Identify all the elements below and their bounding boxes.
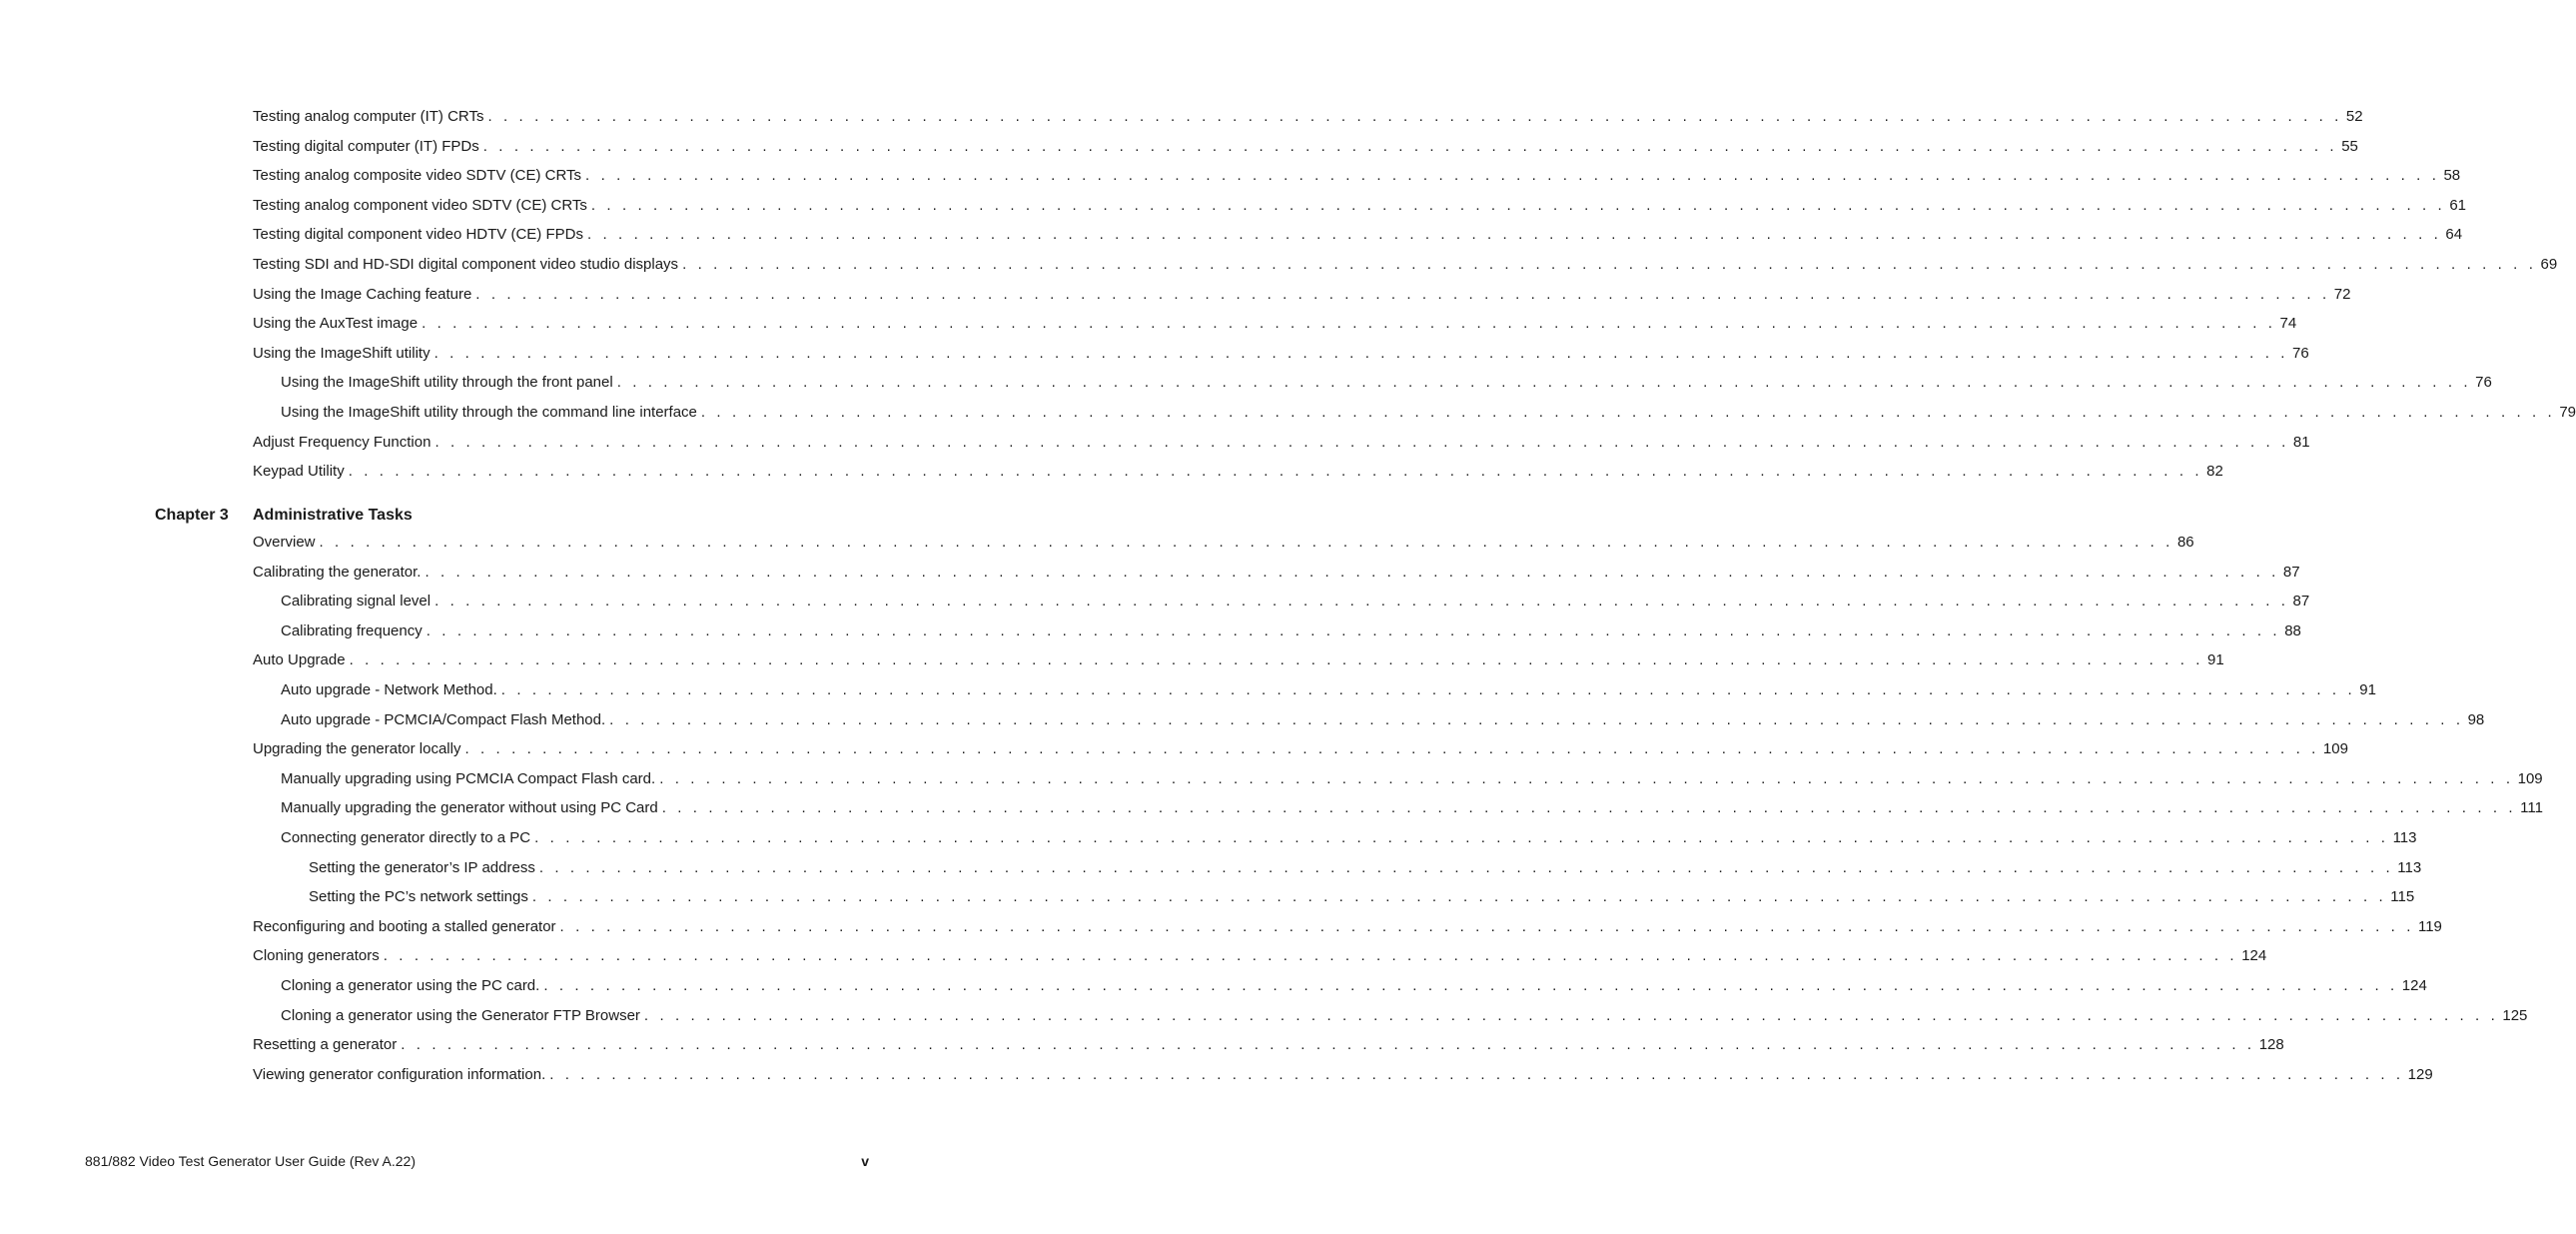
toc-entry-title: Using the Image Caching feature <box>253 285 472 303</box>
footer-page-number: v <box>861 1153 869 1169</box>
toc-entry-title: Manually upgrading using PCMCIA Compact Flash card. <box>281 769 656 787</box>
toc-entry-title: Calibrating frequency <box>281 621 423 639</box>
toc-entry-title: Testing digital computer (IT) FPDs <box>253 137 479 155</box>
toc-entry-page: 125 <box>2502 1006 2528 1024</box>
toc-entry[interactable] <box>253 461 2223 483</box>
toc-entry[interactable] <box>281 1005 2528 1027</box>
toc-entry[interactable] <box>253 562 2300 584</box>
toc-leader-dots: . . . . . . . . . . . . . . . . . . . . . . . . . . . . . . . . . . . . . . . . . . . . . . . . . . . . . . . . . . . . . . . . . . . . . . . . . . . . . . . . . . . . . . . . . . . . . . . . . . . . . . . . . . . . . . . . . . . . . . . . <box>487 108 2342 125</box>
toc-entry[interactable] <box>281 372 2492 394</box>
toc-leader-dots: . . . . . . . . . . . . . . . . . . . . . . . . . . . . . . . . . . . . . . . . . . . . . . . . . . . . . . . . . . . . . . . . . . . . . . . . . . . . . . . . . . . . . . . . . . . . . . . . . . . . . . . . . . . . . . . . . . . . . . . . <box>616 374 2472 392</box>
toc-entry-title: Auto upgrade - Network Method. <box>281 681 497 698</box>
toc-entry-page: 74 <box>2279 315 2297 333</box>
toc-entry[interactable] <box>281 975 2427 997</box>
chapter-title: Administrative Tasks <box>253 507 413 524</box>
toc-entry-page: 55 <box>2341 137 2358 155</box>
toc-entry-title: Setting the generator’s IP address <box>309 858 535 876</box>
toc-leader-dots: . . . . . . . . . . . . . . . . . . . . . . . . . . . . . . . . . . . . . . . . . . . . . . . . . . . . . . . . . . . . . . . . . . . . . . . . . . . . . . . . . . . . . . . . . . . . . . . . . . . . . . . . . . . . . . . . . . . . . . . . <box>464 740 2319 758</box>
toc-leader-dots: . . . . . . . . . . . . . . . . . . . . . . . . . . . . . . . . . . . . . . . . . . . . . . . . . . . . . . . . . . . . . . . . . . . . . . . . . . . . . . . . . . . . . . . . . . . . . . . . . . . . . . . . . . . . . . . . . . . . . . . . <box>585 167 2440 185</box>
toc-entry-title: Testing analog component video SDTV (CE) CRTs <box>253 196 587 214</box>
toc-entry[interactable] <box>253 343 2309 365</box>
toc-entry-title: Resetting a generator <box>253 1036 398 1054</box>
toc-entry[interactable] <box>281 402 2576 424</box>
toc-entry[interactable] <box>253 254 2558 276</box>
toc-entry-title: Keypad Utility <box>253 463 345 481</box>
toc-entry[interactable] <box>253 649 2224 671</box>
toc-entry-page: 79 <box>2559 404 2576 421</box>
toc-leader-dots: . . . . . . . . . . . . . . . . . . . . . . . . . . . . . . . . . . . . . . . . . . . . . . . . . . . . . . . . . . . . . . . . . . . . . . . . . . . . . . . . . . . . . . . . . . . . . . . . . . . . . . . . . . . . . . . . . . . . . . . . <box>500 681 2356 698</box>
toc-entry-page: 111 <box>2520 799 2543 817</box>
toc-entry[interactable] <box>281 591 2310 613</box>
toc-entry-title: Using the ImageShift utility through the front panel <box>281 374 613 392</box>
toc-entry-title: Auto upgrade - PCMCIA/Compact Flash Method. <box>281 710 606 728</box>
toc-leader-dots: . . . . . . . . . . . . . . . . . . . . . . . . . . . . . . . . . . . . . . . . . . . . . . . . . . . . . . . . . . . . . . . . . . . . . . . . . . . . . . . . . . . . . . . . . . . . . . . . . . . . . . . . . . . . . . . . . . . . . . . . <box>549 1065 2404 1083</box>
toc-leader-dots: . . . . . . . . . . . . . . . . . . . . . . . . . . . . . . . . . . . . . . . . . . . . . . . . . . . . . . . . . . . . . . . . . . . . . . . . . . . . . . . . . . . . . . . . . . . . . . . . . . . . . . . . . . . . . . . . . . . . . . . . <box>434 433 2289 451</box>
toc-entry[interactable] <box>253 1064 2433 1086</box>
toc-entry-page: 124 <box>2401 977 2427 994</box>
toc-entry[interactable] <box>253 1034 2284 1056</box>
toc-entry[interactable] <box>309 886 2415 908</box>
toc-entry-title: Testing analog computer (IT) CRTs <box>253 108 484 125</box>
toc-entry[interactable] <box>281 797 2543 819</box>
toc-entry-title: Adjust Frequency Function <box>253 433 431 451</box>
toc-entry-title: Using the AuxTest image <box>253 315 419 333</box>
toc-entry-title: Viewing generator configuration information. <box>253 1065 546 1083</box>
toc-entry-title: Using the ImageShift utility <box>253 344 430 362</box>
toc-leader-dots: . . . . . . . . . . . . . . . . . . . . . . . . . . . . . . . . . . . . . . . . . . . . . . . . . . . . . . . . . . . . . . . . . . . . . . . . . . . . . . . . . . . . . . . . . . . . . . . . . . . . . . . . . . . . . . . . . . . . . . . . <box>659 769 2514 787</box>
toc-entry-page: 69 <box>2540 256 2558 273</box>
toc-entry-title: Manually upgrading the generator without using PC Card <box>281 799 658 817</box>
toc-entry-page: 82 <box>2206 463 2223 481</box>
toc-leader-dots: . . . . . . . . . . . . . . . . . . . . . . . . . . . . . . . . . . . . . . . . . . . . . . . . . . . . . . . . . . . . . . . . . . . . . . . . . . . . . . . . . . . . . . . . . . . . . . . . . . . . . . . . . . . . . . . . . . . . . . . . <box>534 829 2389 846</box>
toc-leader-dots: . . . . . . . . . . . . . . . . . . . . . . . . . . . . . . . . . . . . . . . . . . . . . . . . . . . . . . . . . . . . . . . . . . . . . . . . . . . . . . . . . . . . . . . . . . . . . . . . . . . . . . . . . . . . . . . . . . . . . . . . <box>482 137 2338 155</box>
toc-leader-dots: . . . . . . . . . . . . . . . . . . . . . . . . . . . . . . . . . . . . . . . . . . . . . . . . . . . . . . . . . . . . . . . . . . . . . . . . . . . . . . . . . . . . . . . . . . . . . . . . . . . . . . . . . . . . . . . . . . . . . . . . <box>422 315 2276 333</box>
toc-entry[interactable] <box>281 679 2376 701</box>
toc-leader-dots: . . . . . . . . . . . . . . . . . . . . . . . . . . . . . . . . . . . . . . . . . . . . . . . . . . . . . . . . . . . . . . . . . . . . . . . . . . . . . . . . . . . . . . . . . . . . . . . . . . . . . . . . . . . . . . . . . . . . . . . . <box>348 463 2203 481</box>
toc-entry-title: Cloning a generator using the Generator FTP Browser <box>281 1006 640 1024</box>
toc-leader-dots: . . . . . . . . . . . . . . . . . . . . . . . . . . . . . . . . . . . . . . . . . . . . . . . . . . . . . . . . . . . . . . . . . . . . . . . . . . . . . . . . . . . . . . . . . . . . . . . . . . . . . . . . . . . . . . . . . . . . . . . . <box>349 651 2204 669</box>
toc-entry[interactable] <box>281 768 2543 790</box>
toc-entry-title: Reconfiguring and booting a stalled generator <box>253 917 556 935</box>
toc-entry-title: Calibrating signal level <box>281 593 431 611</box>
chapter-label: Chapter 3 <box>155 507 229 524</box>
toc-entry-title: Testing analog composite video SDTV (CE) CRTs <box>253 167 582 185</box>
toc-entry-page: 76 <box>2475 374 2492 392</box>
toc-entry-page: 109 <box>2322 740 2348 758</box>
toc-entry[interactable] <box>253 224 2463 246</box>
toc-entry[interactable] <box>281 709 2485 731</box>
toc-leader-dots: . . . . . . . . . . . . . . . . . . . . . . . . . . . . . . . . . . . . . . . . . . . . . . . . . . . . . . . . . . . . . . . . . . . . . . . . . . . . . . . . . . . . . . . . . . . . . . . . . . . . . . . . . . . . . . . . . . . . . . . . <box>643 1006 2499 1024</box>
toc-entry-title: Connecting generator directly to a PC <box>281 829 531 846</box>
toc-entry[interactable] <box>253 313 2297 335</box>
toc-entry-page: 119 <box>2417 917 2442 935</box>
toc-leader-dots: . . . . . . . . . . . . . . . . . . . . . . . . . . . . . . . . . . . . . . . . . . . . . . . . . . . . . . . . . . . . . . . . . . . . . . . . . . . . . . . . . . . . . . . . . . . . . . . . . . . . . . . . . . . . . . . . . . . . . . . . <box>538 858 2394 876</box>
toc-entry[interactable] <box>253 106 2363 128</box>
toc-leader-dots: . . . . . . . . . . . . . . . . . . . . . . . . . . . . . . . . . . . . . . . . . . . . . . . . . . . . . . . . . . . . . . . . . . . . . . . . . . . . . . . . . . . . . . . . . . . . . . . . . . . . . . . . . . . . . . . . . . . . . . . . <box>590 196 2446 214</box>
toc-entry[interactable] <box>253 532 2194 554</box>
toc-entry[interactable] <box>253 165 2461 187</box>
toc-entry-title: Using the ImageShift utility through the command line interface <box>281 404 697 421</box>
toc-leader-dots: . . . . . . . . . . . . . . . . . . . . . . . . . . . . . . . . . . . . . . . . . . . . . . . . . . . . . . . . . . . . . . . . . . . . . . . . . . . . . . . . . . . . . . . . . . . . . . . . . . . . . . . . . . . . . . . . . . . . . . . . <box>433 344 2289 362</box>
toc-entry-title: Testing SDI and HD-SDI digital component video studio displays <box>253 256 679 273</box>
toc-entry-page: 87 <box>2282 563 2300 581</box>
toc-leader-dots: . . . . . . . . . . . . . . . . . . . . . . . . . . . . . . . . . . . . . . . . . . . . . . . . . . . . . . . . . . . . . . . . . . . . . . . . . . . . . . . . . . . . . . . . . . . . . . . . . . . . . . . . . . . . . . . . . . . . . . . . <box>661 799 2517 817</box>
toc-entry-page: 115 <box>2390 888 2415 906</box>
toc-entry[interactable] <box>253 284 2351 306</box>
toc-leader-dots: . . . . . . . . . . . . . . . . . . . . . . . . . . . . . . . . . . . . . . . . . . . . . . . . . . . . . . . . . . . . . . . . . . . . . . . . . . . . . . . . . . . . . . . . . . . . . . . . . . . . . . . . . . . . . . . . . . . . . . . . <box>700 404 2556 421</box>
toc-entry[interactable] <box>281 827 2417 849</box>
toc-entry-title: Cloning generators <box>253 947 380 965</box>
toc-entry-title: Overview <box>253 534 316 551</box>
toc-entry-page: 91 <box>2359 681 2376 698</box>
toc-entry-page: 81 <box>2292 433 2310 451</box>
toc-entry[interactable] <box>253 916 2442 938</box>
toc-leader-dots: . . . . . . . . . . . . . . . . . . . . . . . . . . . . . . . . . . . . . . . . . . . . . . . . . . . . . . . . . . . . . . . . . . . . . . . . . . . . . . . . . . . . . . . . . . . . . . . . . . . . . . . . . . . . . . . . . . . . . . . . <box>401 1036 2255 1054</box>
toc-leader-dots: . . . . . . . . . . . . . . . . . . . . . . . . . . . . . . . . . . . . . . . . . . . . . . . . . . . . . . . . . . . . . . . . . . . . . . . . . . . . . . . . . . . . . . . . . . . . . . . . . . . . . . . . . . . . . . . . . . . . . . . . <box>586 226 2442 244</box>
toc-entry-page: 129 <box>2407 1065 2433 1083</box>
toc-entry-page: 128 <box>2258 1036 2284 1054</box>
toc-entry[interactable] <box>253 738 2348 760</box>
toc-leader-dots: . . . . . . . . . . . . . . . . . . . . . . . . . . . . . . . . . . . . . . . . . . . . . . . . . . . . . . . . . . . . . . . . . . . . . . . . . . . . . . . . . . . . . . . . . . . . . . . . . . . . . . . . . . . . . . . . . . . . . . . . <box>531 888 2387 906</box>
toc-leader-dots: . . . . . . . . . . . . . . . . . . . . . . . . . . . . . . . . . . . . . . . . . . . . . . . . . . . . . . . . . . . . . . . . . . . . . . . . . . . . . . . . . . . . . . . . . . . . . . . . . . . . . . . . . . . . . . . . . . . . . . . . <box>319 534 2173 551</box>
toc-leader-dots: . . . . . . . . . . . . . . . . . . . . . . . . . . . . . . . . . . . . . . . . . . . . . . . . . . . . . . . . . . . . . . . . . . . . . . . . . . . . . . . . . . . . . . . . . . . . . . . . . . . . . . . . . . . . . . . . . . . . . . . . <box>426 621 2281 639</box>
toc-entry-title: Testing digital component video HDTV (CE) FPDs <box>253 226 583 244</box>
toc-entry[interactable] <box>253 945 2267 967</box>
toc-leader-dots: . . . . . . . . . . . . . . . . . . . . . . . . . . . . . . . . . . . . . . . . . . . . . . . . . . . . . . . . . . . . . . . . . . . . . . . . . . . . . . . . . . . . . . . . . . . . . . . . . . . . . . . . . . . . . . . . . . . . . . . . <box>383 947 2238 965</box>
toc-entry-page: 86 <box>2176 534 2194 551</box>
toc-entry-page: 124 <box>2241 947 2267 965</box>
toc-leader-dots: . . . . . . . . . . . . . . . . . . . . . . . . . . . . . . . . . . . . . . . . . . . . . . . . . . . . . . . . . . . . . . . . . . . . . . . . . . . . . . . . . . . . . . . . . . . . . . . . . . . . . . . . . . . . . . . . . . . . . . . . <box>543 977 2398 994</box>
toc-entry[interactable] <box>253 195 2467 217</box>
toc-entry-page: 87 <box>2292 593 2310 611</box>
toc-entry-page: 109 <box>2517 769 2543 787</box>
toc-entry-title: Upgrading the generator locally <box>253 740 461 758</box>
toc-entry-page: 76 <box>2292 344 2309 362</box>
toc-entry-page: 52 <box>2345 108 2363 125</box>
toc-entry-page: 113 <box>2397 858 2422 876</box>
toc-entry-page: 58 <box>2443 167 2461 185</box>
toc-entry-page: 61 <box>2449 196 2467 214</box>
toc-entry-title: Auto Upgrade <box>253 651 346 669</box>
toc-entry-page: 91 <box>2207 651 2224 669</box>
toc-leader-dots: . . . . . . . . . . . . . . . . . . . . . . . . . . . . . . . . . . . . . . . . . . . . . . . . . . . . . . . . . . . . . . . . . . . . . . . . . . . . . . . . . . . . . . . . . . . . . . . . . . . . . . . . . . . . . . . . . . . . . . . . <box>559 917 2414 935</box>
toc-entry-page: 88 <box>2284 621 2301 639</box>
toc-entry-page: 64 <box>2445 226 2463 244</box>
toc-entry-title: Cloning a generator using the PC card. <box>281 977 540 994</box>
toc-leader-dots: . . . . . . . . . . . . . . . . . . . . . . . . . . . . . . . . . . . . . . . . . . . . . . . . . . . . . . . . . . . . . . . . . . . . . . . . . . . . . . . . . . . . . . . . . . . . . . . . . . . . . . . . . . . . . . . . . . . . . . . . <box>609 710 2464 728</box>
toc-entry-page: 113 <box>2392 829 2417 846</box>
toc-entry-page: 98 <box>2467 710 2485 728</box>
toc-entry[interactable] <box>281 620 2301 642</box>
footer-document-title: 881/882 Video Test Generator User Guide (Rev A.22) <box>85 1153 417 1169</box>
toc-entry[interactable] <box>253 432 2310 454</box>
toc-leader-dots: . . . . . . . . . . . . . . . . . . . . . . . . . . . . . . . . . . . . . . . . . . . . . . . . . . . . . . . . . . . . . . . . . . . . . . . . . . . . . . . . . . . . . . . . . . . . . . . . . . . . . . . . . . . . . . . . . . . . . . . . <box>682 256 2537 273</box>
toc-entry-page: 72 <box>2333 285 2351 303</box>
toc-entry-title: Setting the PC’s network settings <box>309 888 528 906</box>
toc-leader-dots: . . . . . . . . . . . . . . . . . . . . . . . . . . . . . . . . . . . . . . . . . . . . . . . . . . . . . . . . . . . . . . . . . . . . . . . . . . . . . . . . . . . . . . . . . . . . . . . . . . . . . . . . . . . . . . . . . . . . . . . . <box>475 285 2330 303</box>
toc-entry[interactable] <box>309 857 2422 879</box>
toc-entry[interactable] <box>253 136 2358 158</box>
toc-entry-title: Calibrating the generator. <box>253 563 422 581</box>
toc-leader-dots: . . . . . . . . . . . . . . . . . . . . . . . . . . . . . . . . . . . . . . . . . . . . . . . . . . . . . . . . . . . . . . . . . . . . . . . . . . . . . . . . . . . . . . . . . . . . . . . . . . . . . . . . . . . . . . . . . . . . . . . . <box>425 563 2279 581</box>
toc-leader-dots: . . . . . . . . . . . . . . . . . . . . . . . . . . . . . . . . . . . . . . . . . . . . . . . . . . . . . . . . . . . . . . . . . . . . . . . . . . . . . . . . . . . . . . . . . . . . . . . . . . . . . . . . . . . . . . . . . . . . . . . . <box>434 593 2289 611</box>
